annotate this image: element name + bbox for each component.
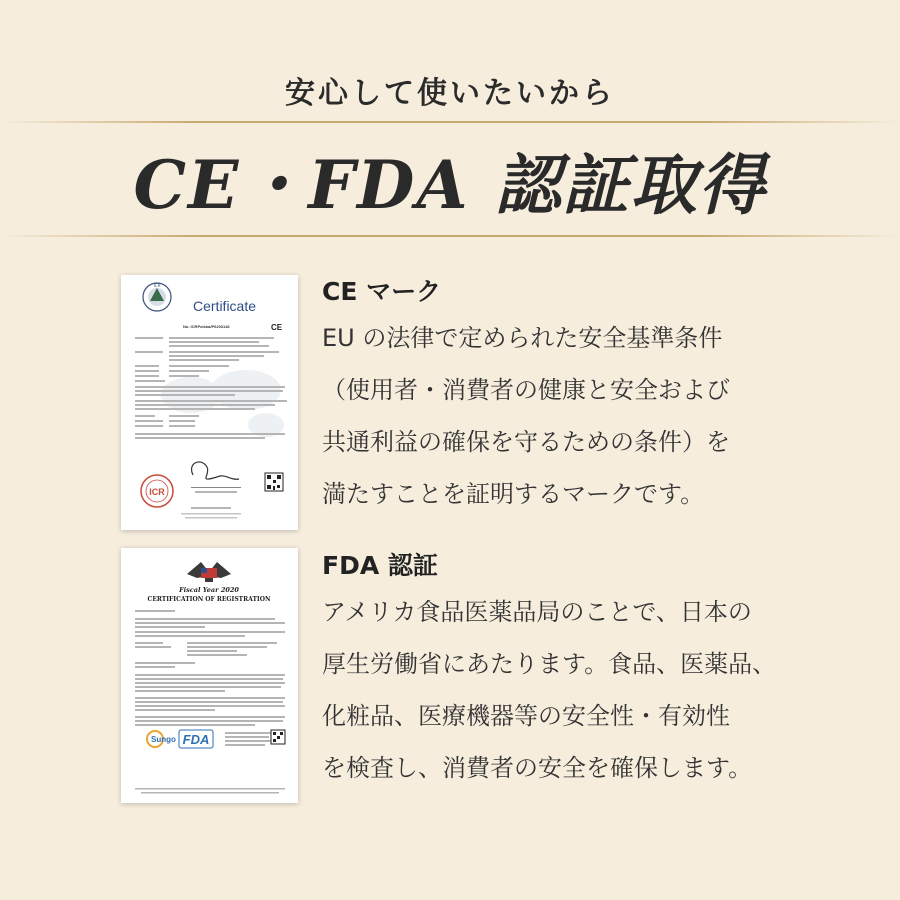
qr-code-icon xyxy=(265,473,283,491)
svg-text:Sungo: Sungo xyxy=(151,735,176,744)
eagle-emblem-icon xyxy=(187,562,231,582)
fiscal-year-text: Fiscal Year 2020 xyxy=(179,586,239,594)
ce-certificate-image xyxy=(121,275,298,530)
fda-section-text xyxy=(322,586,792,794)
fda-logo-icon xyxy=(147,730,213,748)
fda-text-line: 厚生労働省にあたります。食品、医薬品、 xyxy=(322,650,777,678)
ce-section-text xyxy=(322,312,792,520)
page-title: CE・FDA 認証取得 xyxy=(133,146,767,224)
qr-code-icon xyxy=(271,730,285,744)
fda-certificate-image xyxy=(121,548,298,803)
ce-text-line: 共通利益の確保を守るための条件）を xyxy=(322,428,730,456)
svg-text:No. ICRPolska/P6203118: No. ICRPolska/P6203118 xyxy=(183,324,230,329)
ce-cert-heading: Certificate xyxy=(193,298,257,314)
fda-text-line: 化粧品、医療機器等の安全性・有効性 xyxy=(322,702,730,730)
fda-section-title: FDA 認証 xyxy=(322,551,438,580)
fda-cert-heading: CERTIFICATION OF REGISTRATION xyxy=(147,596,271,603)
ce-text-line: 満たすことを証明するマークです。 xyxy=(322,480,705,508)
ce-section-title: CE マーク xyxy=(322,277,442,306)
svg-text:ICR: ICR xyxy=(149,487,165,497)
title-rule-top xyxy=(0,121,900,123)
ce-certificate-drawing xyxy=(121,275,298,530)
signature-icon xyxy=(192,462,239,479)
ce-mark-icon: CE xyxy=(271,323,283,332)
svg-text:FDA: FDA xyxy=(182,732,210,747)
emblem-icon xyxy=(143,283,171,311)
ce-text-line: EU の法律で定められた安全基準条件 xyxy=(322,324,723,352)
svg-text:ICR: ICR xyxy=(153,283,161,288)
subtitle: 安心して使いたいから xyxy=(285,76,615,111)
fda-text-line: アメリカ食品医薬品局のことで、日本の xyxy=(322,598,752,626)
ce-text-line: （使用者・消費者の健康と安全および xyxy=(322,376,730,404)
title-rule-bottom xyxy=(0,235,900,237)
fda-cert-text-lines xyxy=(135,610,285,794)
ice-seal-icon xyxy=(141,475,173,507)
fda-text-line: を検査し、消費者の安全を確保します。 xyxy=(322,754,753,782)
fda-certificate-drawing xyxy=(121,548,298,803)
